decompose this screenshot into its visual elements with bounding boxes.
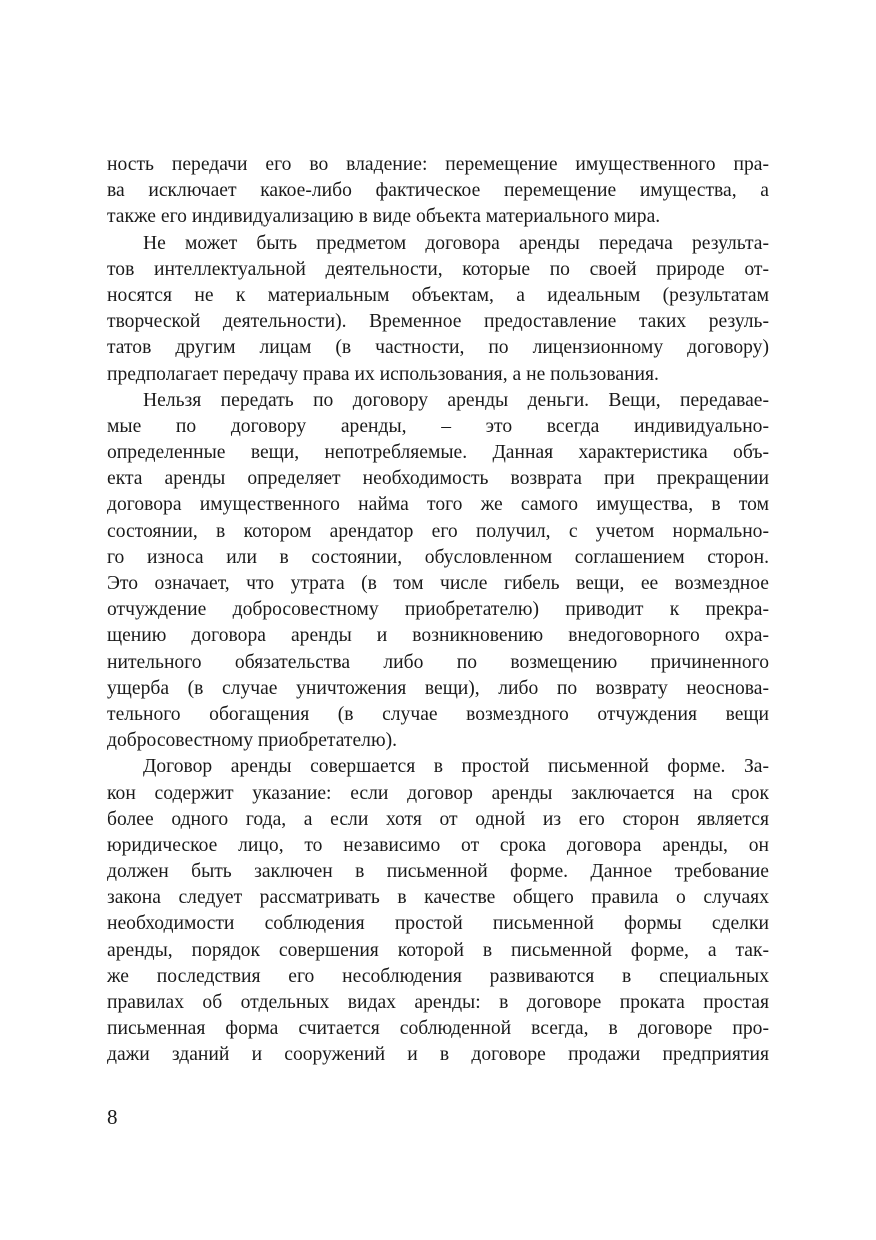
text-line: Это означает, что утрата (в том числе гибель вещи, ее возмездное [107, 573, 769, 594]
text-line: также его индивидуализацию в виде объекта материального мира. [107, 206, 661, 228]
text-line: необходимости соблюдения простой письменной формы сделки [107, 913, 769, 935]
text-line: тельного обогащения (в случае возмездного отчуждения вещи [107, 703, 769, 725]
text-line: определенные вещи, непотребляемые. Данная характеристика объ- [107, 442, 769, 464]
text-line: более одного года, а если хотя от одной из его сторон является [107, 808, 769, 830]
text-line: ва исключает какое-либо фактическое перемещение имущества, а [107, 180, 769, 202]
text-line: носятся не к материальным объектам, а идеальным (результатам [107, 284, 769, 306]
text-line: добросовестному приобретателю). [107, 730, 398, 752]
text-line: дажи зданий и сооружений и в договоре продажи предприятия [107, 1044, 769, 1066]
text-line: ущерба (в случае уничтожения вещи), либо по возврату неоснова- [107, 677, 769, 699]
text-line: ность передачи его во владение: перемещение имущественного пра- [107, 154, 769, 175]
text-line: договора имущественного найма того же самого имущества, в том [107, 494, 769, 516]
text-line: отчуждение добросовестному приобретателю) приводит к прекра- [107, 599, 769, 621]
text-line: аренды, порядок совершения которой в письменной форме, а так- [107, 939, 769, 961]
text-line: правилах об отдельных видах аренды: в договоре проката простая [107, 992, 769, 1013]
page-number: 8 [107, 1105, 118, 1129]
text-line: предполагает передачу права их использования, а не пользования. [107, 363, 659, 385]
text-line: должен быть заключен в письменной форме. Данное требование [107, 861, 769, 883]
text-line: Договор аренды совершается в простой письменной форме. За- [143, 756, 769, 778]
text-line: письменная форма считается соблюденной всегда, в договоре про- [107, 1018, 769, 1040]
text-line: творческой деятельности). Временное предоставление таких резуль- [107, 311, 769, 333]
text-line: юридическое лицо, то независимо от срока договора аренды, он [107, 834, 769, 856]
text-line: тов интеллектуальной деятельности, которые по своей природе от- [107, 258, 769, 280]
text-line: же последствия его несоблюдения развиваются в специальных [107, 965, 769, 987]
text-line: мые по договору аренды, – это всегда индивидуально- [107, 415, 769, 437]
text-line: татов другим лицам (в частности, по лицензионному договору) [107, 337, 769, 359]
text-line: Не может быть предметом договора аренды передача результа- [143, 232, 769, 254]
text-line: закона следует рассматривать в качестве общего правила о случаях [107, 887, 769, 909]
text-line: екта аренды определяет необходимость возврата при прекращении [107, 468, 769, 490]
text-line: го износа или в состоянии, обусловленном соглашением сторон. [107, 546, 769, 568]
text-line: кон содержит указание: если договор аренды заключается на срок [107, 782, 769, 804]
text-line: нительного обязательства либо по возмещению причиненного [107, 651, 769, 673]
body-text [107, 152, 769, 1069]
text-line: состоянии, в котором арендатор его получил, с учетом нормально- [107, 520, 769, 542]
text-line: щению договора аренды и возникновению внедоговорного охра- [107, 625, 769, 647]
text-line: Нельзя передать по договору аренды деньги. Вещи, передавае- [143, 389, 769, 411]
